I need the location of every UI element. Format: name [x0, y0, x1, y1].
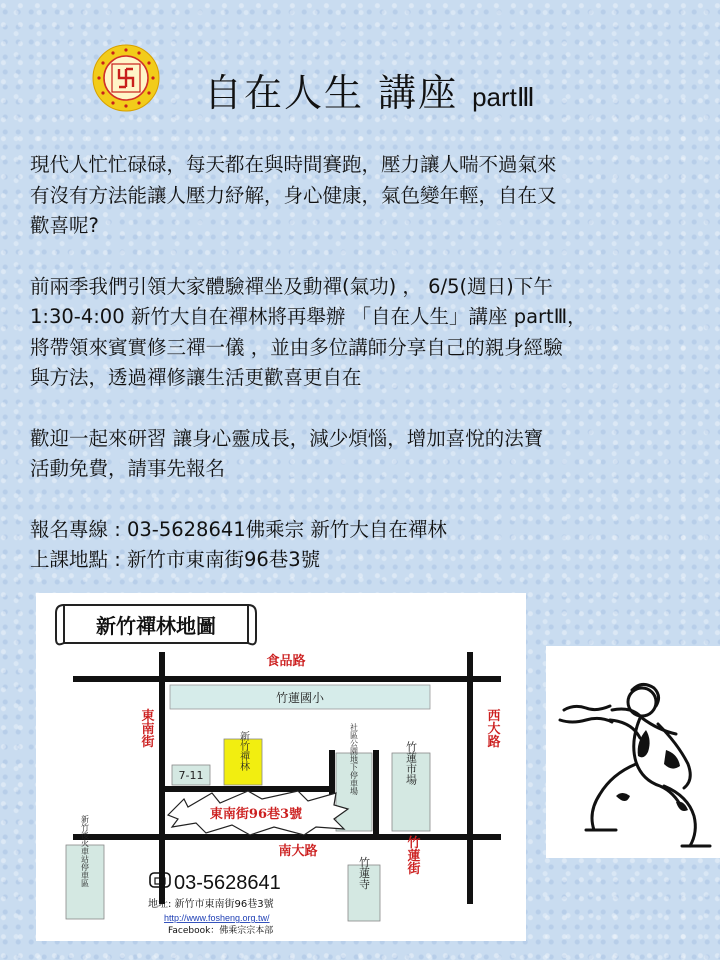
paragraph-event: [30, 272, 705, 394]
place-community-parking: 社區公園地下停車場: [349, 723, 359, 795]
map-url[interactable]: http://www.fosheng.org.tw/: [164, 913, 270, 923]
text-line: 現代人忙忙碌碌，每天都在與時間賽跑，壓力讓人喘不過氣來: [30, 153, 557, 176]
location-line: 上課地點 : 新竹市東南街96巷3號: [30, 548, 321, 571]
road-label-left: 東南街: [138, 708, 154, 748]
paragraph-welcome: [30, 424, 705, 485]
place-temple: 新竹禪林: [237, 731, 249, 771]
place-school: 竹蓮國小: [275, 691, 325, 705]
paragraph-intro: [30, 150, 705, 242]
text-line: 歡喜呢?: [30, 214, 99, 237]
title-main: 自在人生 講座: [204, 71, 459, 115]
map-title-banner: [56, 605, 256, 644]
buddhist-seal-logo-icon: [92, 44, 160, 112]
paragraph-contact: [30, 515, 705, 576]
tai-chi-master-icon: [546, 646, 720, 858]
place-train-parking: 新竹後火車站停車區: [80, 815, 90, 887]
address-banner-text: 東南街96巷3號: [209, 807, 303, 822]
address-starburst: [168, 791, 348, 835]
signup-line: 報名專線 : 03-5628641佛乘宗 新竹大自在禪林: [30, 517, 447, 541]
page-title: [204, 62, 535, 117]
map-title: 新竹禪林地圖: [96, 614, 216, 638]
text-line: 歡迎一起來研習 讓身心靈成長，減少煩惱，增加喜悅的法寶: [30, 426, 544, 450]
map-address: 地址: 新竹市東南街96巷3號: [148, 899, 274, 910]
text-line: 有沒有方法能讓人壓力紓解，身心健康，氣色變年輕，自在又: [30, 183, 557, 207]
title-part: partⅢ: [472, 82, 535, 112]
map-facebook: Facebook：佛乘宗宗本部: [168, 926, 274, 936]
announcement-body: [30, 150, 705, 576]
text-line: 1:30-4:00 新竹大自在禪林將再舉辦 「自在人生」講座 partⅢ，: [30, 305, 587, 328]
place-zhulian-temple: 竹蓮寺: [357, 856, 371, 890]
place-7-11: 7-11: [178, 769, 204, 782]
road-label-bottom-right: 竹蓮街: [404, 835, 420, 875]
text-line: 活動免費，請事先報名: [30, 457, 226, 480]
map-phone: 03-5628641: [174, 872, 281, 894]
place-market: 竹蓮市場: [404, 741, 418, 785]
road-label-right: 西大路: [484, 708, 500, 748]
text-line: 前兩季我們引領大家體驗禪坐及動禪(氣功) ， 6/5(週日)下午: [30, 274, 553, 298]
text-line: 將帶領來賓實修三禪一儀 ，並由多位講師分享自己的親身經驗: [30, 335, 563, 359]
location-map: [36, 593, 526, 941]
road-label-bottom: 南大路: [278, 844, 318, 859]
road-label-top: 食品路: [266, 654, 306, 669]
text-line: 與方法，透過禪修讓生活更歡喜更自在: [30, 366, 362, 389]
